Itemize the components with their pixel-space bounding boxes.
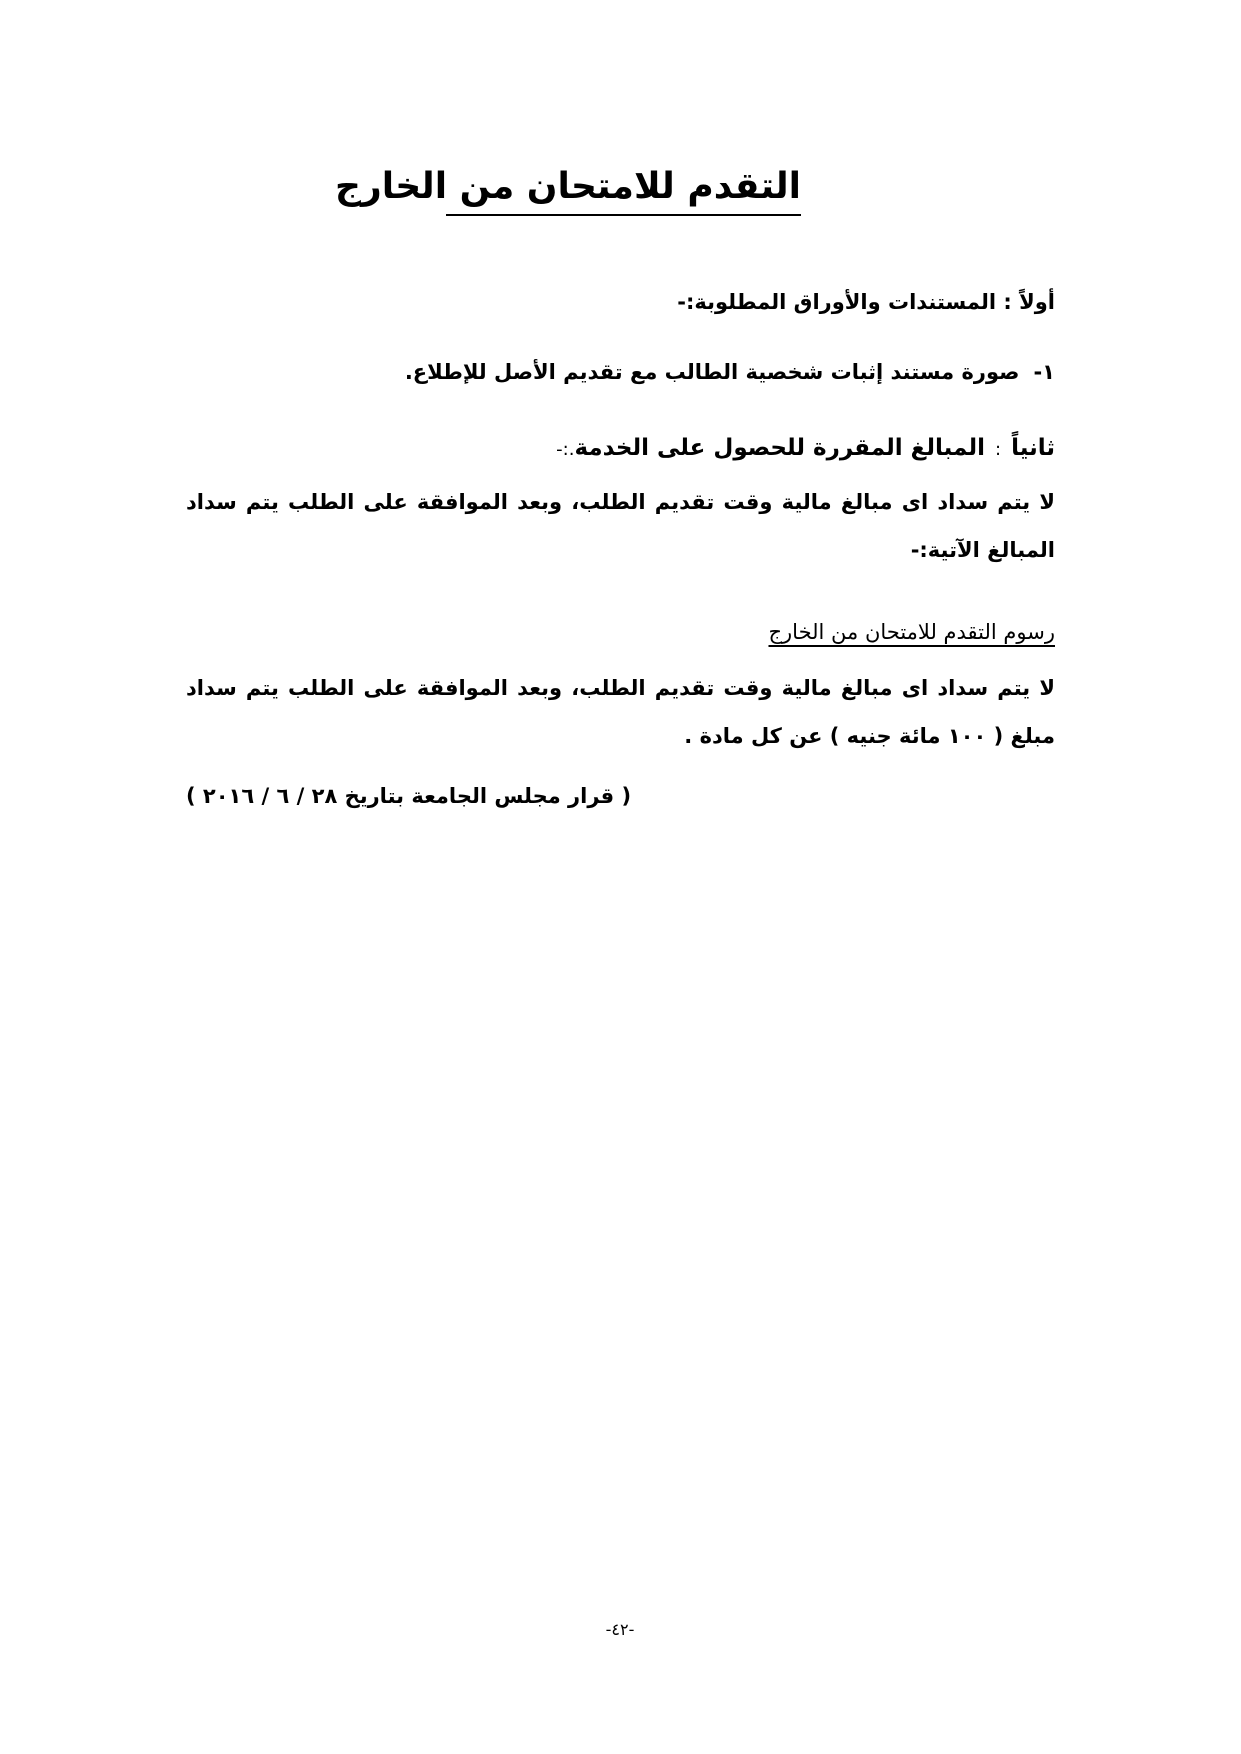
page-title: التقدم للامتحان من الخارج xyxy=(335,166,801,207)
section-1-item xyxy=(155,352,1055,392)
title-underline xyxy=(446,214,801,216)
item-number: ١- xyxy=(1033,360,1055,384)
fees-paragraph xyxy=(186,664,1055,760)
council-decision-note: ( قرار مجلس الجامعة بتاريخ ٢٨ / ٦ / ٢٠١٦ ) xyxy=(186,784,632,808)
item-text: صورة مستند إثبات شخصية الطالب مع تقديم الأصل للإطلاع. xyxy=(404,360,1020,384)
fees-paragraph-line-2: مبلغ ( ١٠٠ مائة جنيه ) عن كل مادة . xyxy=(684,724,1055,748)
section-2-heading-main: المبالغ المقررة للحصول على الخدمة xyxy=(574,435,985,461)
section-2-paragraph-line-2: المبالغ الآتية:- xyxy=(910,538,1055,562)
section-2-heading xyxy=(355,428,1055,470)
fees-paragraph-line-1: لا يتم سداد اى مبالغ مالية وقت تقديم الطلب، وبعد الموافقة على الطلب يتم سداد xyxy=(186,676,1055,700)
section-2-heading-separator: : xyxy=(994,439,1002,460)
section-2-paragraph-line-1: لا يتم سداد اى مبالغ مالية وقت تقديم الطلب، وبعد الموافقة على الطلب يتم سداد xyxy=(186,490,1055,514)
section-1-heading: أولاً : المستندات والأوراق المطلوبة:- xyxy=(677,290,1055,314)
section-2-paragraph xyxy=(186,478,1055,574)
page-number: -٤٢- xyxy=(605,1620,635,1639)
section-2-heading-tail: .:- xyxy=(556,439,575,460)
section-2-heading-prefix: ثانياً xyxy=(1011,435,1055,461)
fees-heading: رسوم التقدم للامتحان من الخارج xyxy=(768,620,1055,644)
